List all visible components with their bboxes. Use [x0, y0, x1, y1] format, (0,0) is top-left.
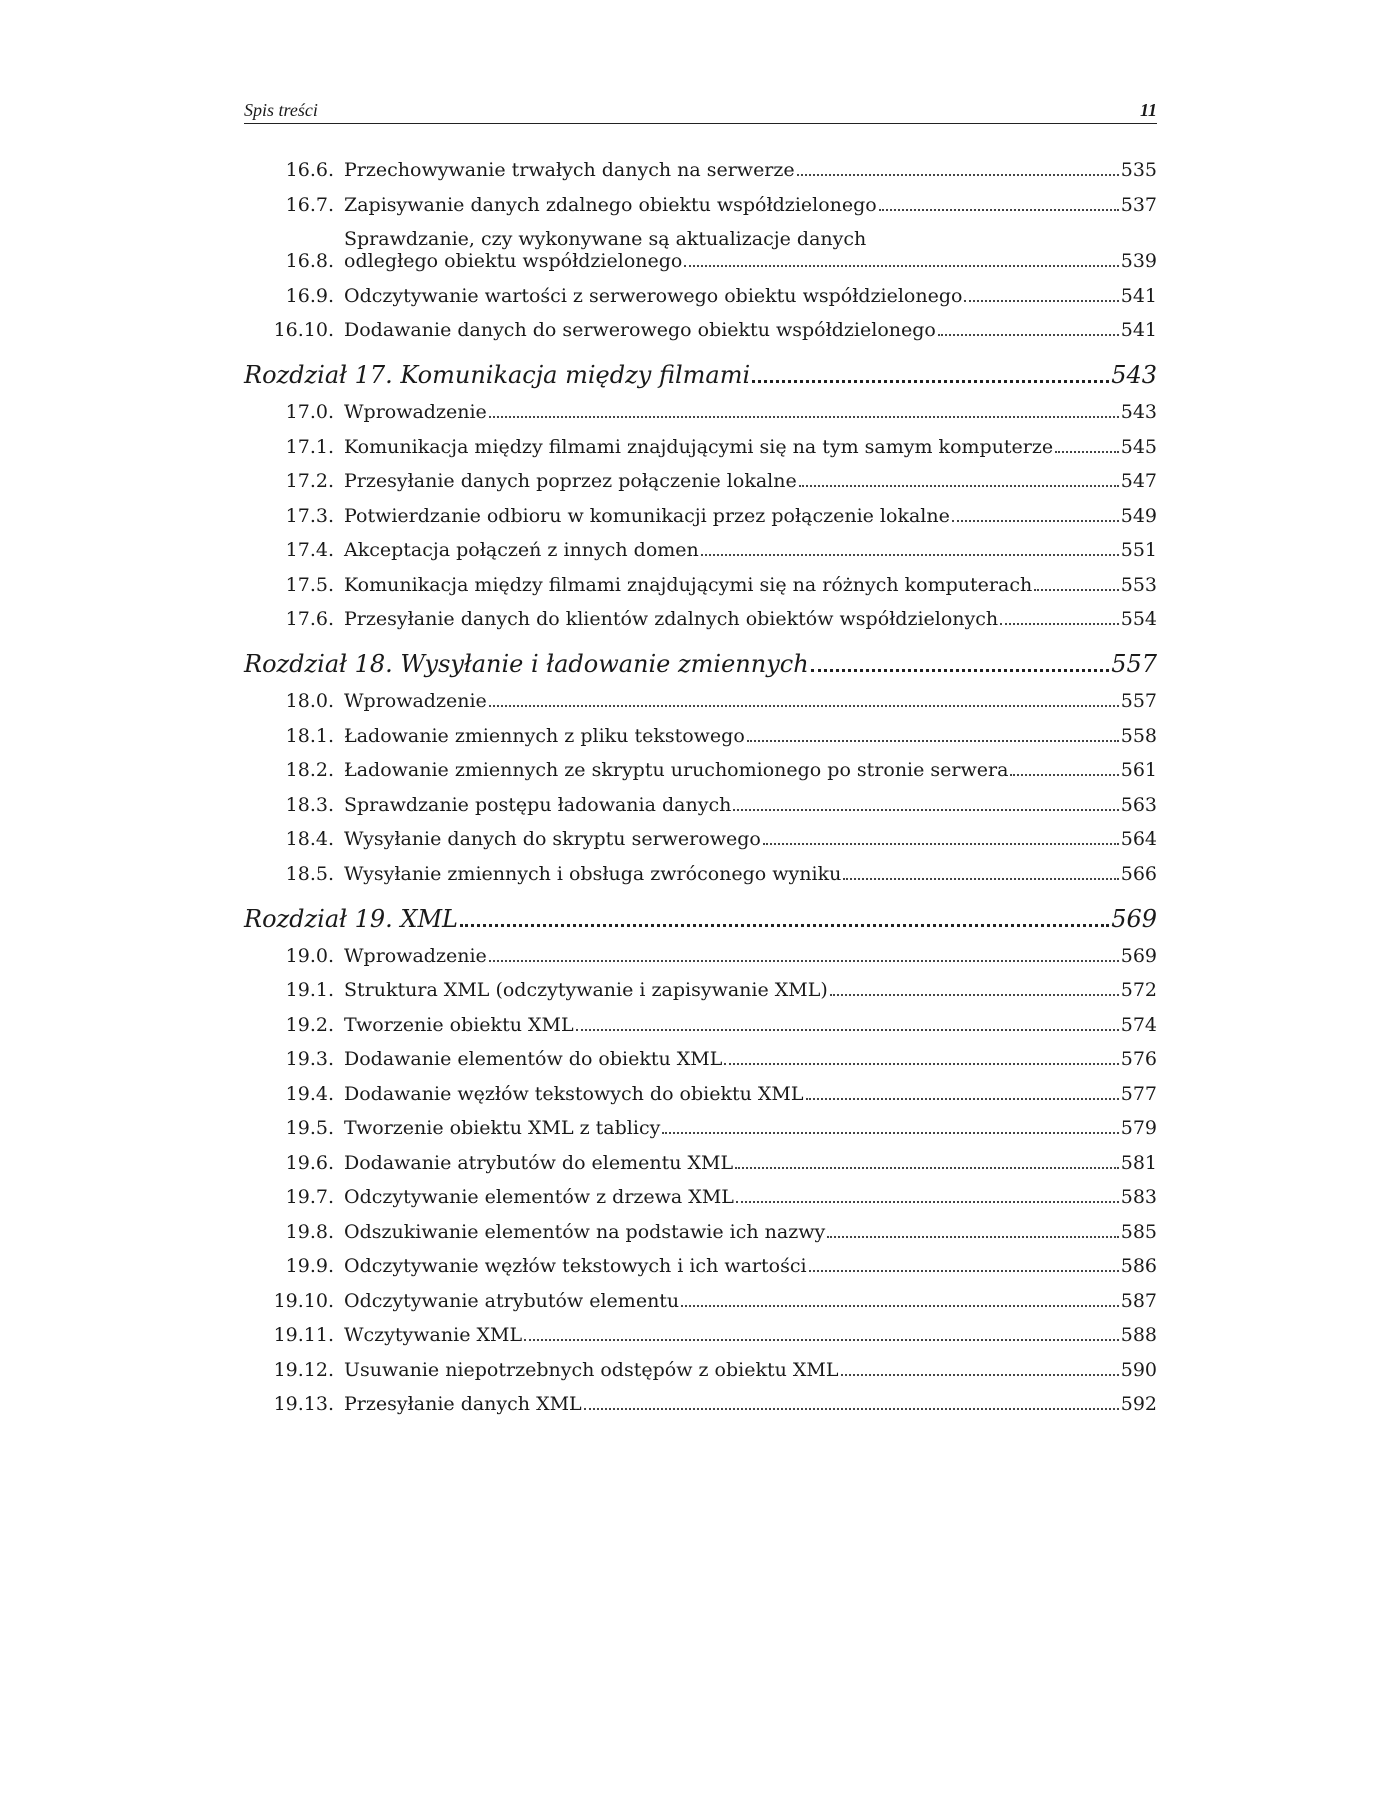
toc-entry: [244, 401, 1157, 423]
toc-entry-line: [344, 608, 1157, 630]
toc-entry-number: 18.1.: [285, 724, 334, 747]
toc-entry-page: 572: [1120, 979, 1157, 1001]
toc-entry-page: 566: [1120, 862, 1157, 885]
toc-entry-line: [344, 539, 1157, 561]
toc-entry-title: Sprawdzanie, czy wykonywane są aktualizacje danych: [344, 228, 867, 250]
dot-leader: [952, 520, 1119, 522]
toc-entry-page: 551: [1120, 539, 1157, 561]
toc-entry-number: 17.6.: [285, 608, 334, 630]
toc-entry-line: [344, 436, 1157, 458]
toc-entry-title: Tworzenie obiektu XML: [344, 1013, 574, 1036]
toc-entry-page: 585: [1120, 1220, 1157, 1243]
toc-entry-number: 19.12.: [273, 1358, 334, 1381]
toc-entry-line: [344, 1359, 1157, 1381]
toc-entry: [244, 979, 1157, 1001]
toc-entry: [244, 1359, 1157, 1381]
toc-entry: [244, 228, 1157, 272]
toc-entry-body: [344, 1393, 1157, 1415]
toc-entry-body: [344, 228, 1157, 272]
toc-entry-line: [344, 505, 1157, 527]
toc-entry-number: 16.10.: [273, 319, 334, 341]
dot-leader: [489, 960, 1119, 962]
toc-entry-title: Wprowadzenie: [344, 944, 487, 967]
toc-entry-page: 537: [1120, 193, 1157, 216]
toc-entry-line: [344, 1048, 1157, 1070]
dot-leader: [576, 1029, 1119, 1031]
toc-entry: [244, 505, 1157, 527]
dot-leader: [1034, 589, 1119, 591]
toc-entry: [244, 539, 1157, 561]
toc-entry: [244, 794, 1157, 816]
toc-entry-body: [344, 608, 1157, 630]
toc-entry-body: [344, 436, 1157, 458]
toc-entry-title: Wprowadzenie: [344, 401, 487, 423]
toc-entry-body: [344, 1048, 1157, 1070]
toc-entry: [244, 574, 1157, 596]
toc-entry-number: 19.1.: [285, 979, 334, 1001]
dot-leader: [584, 1408, 1119, 1410]
dot-leader: [811, 669, 1110, 672]
dot-leader: [733, 809, 1118, 811]
dot-leader: [524, 1339, 1119, 1341]
toc-entry-page: 543: [1111, 361, 1157, 389]
toc-entry-body: [344, 1221, 1157, 1243]
toc-entry-title: Sprawdzanie postępu ładowania danych: [344, 793, 732, 816]
toc-entry-line: [344, 574, 1157, 596]
header-title: Spis treści: [244, 100, 318, 120]
toc-entry-line: [344, 401, 1157, 423]
toc-entry-line: [244, 361, 1157, 389]
toc-entry: [244, 319, 1157, 341]
toc-entry-line: [344, 690, 1157, 712]
toc-entry-title: Dodawanie elementów do obiektu XML: [344, 1048, 723, 1070]
toc-entry-number: 19.2.: [285, 1013, 334, 1036]
toc-entry: [244, 1290, 1157, 1312]
toc-entry-line: [344, 759, 1157, 781]
toc-entry-number: 19.4.: [285, 1082, 334, 1105]
dot-leader: [1010, 774, 1118, 776]
toc-entry-number: 16.7.: [285, 193, 334, 216]
toc-entry-body: [344, 319, 1157, 341]
toc-entry-body: [344, 1117, 1157, 1139]
toc-entry-line: [344, 1117, 1157, 1139]
toc-entry-number: 18.4.: [285, 828, 334, 850]
dot-leader: [460, 924, 1109, 927]
toc-entry-body: [344, 794, 1157, 816]
toc-entry-number: 19.10.: [273, 1289, 334, 1312]
toc-entry: [244, 1186, 1157, 1208]
toc-entry-number: 17.4.: [285, 539, 334, 561]
dot-leader: [763, 843, 1119, 845]
dot-leader: [735, 1167, 1119, 1169]
toc-entry: [244, 1117, 1157, 1139]
toc-entry-page: 543: [1120, 401, 1157, 423]
toc-entry: [244, 759, 1157, 781]
toc-entry-page: 557: [1120, 690, 1157, 712]
dot-leader: [752, 380, 1109, 383]
toc-entry-number: 17.0.: [285, 401, 334, 423]
toc-entry-body: [344, 979, 1157, 1001]
toc-entry-title: Przesyłanie danych do klientów zdalnych obiektów współdzielonych: [344, 608, 999, 630]
toc-entry-page: 577: [1120, 1082, 1157, 1105]
toc-entry-line: [344, 794, 1157, 816]
toc-entry-title: Przesyłanie danych poprzez połączenie lokalne: [344, 470, 797, 492]
toc-entry-body: [344, 1083, 1157, 1105]
toc-entry: [244, 1221, 1157, 1243]
toc-entry-page: 561: [1120, 759, 1157, 781]
toc-entry-title: Komunikacja między filmami znajdującymi się na różnych komputerach: [344, 573, 1033, 596]
toc-entry-page: 541: [1120, 319, 1157, 341]
toc-entry-page: 557: [1111, 650, 1157, 678]
toc-entry-body: [344, 159, 1157, 181]
toc-entry-page: 581: [1120, 1151, 1157, 1174]
toc-entry-title-continued: odległego obiektu współdzielonego: [344, 250, 683, 272]
toc-entry-line: [344, 1255, 1157, 1277]
toc-entry: [244, 470, 1157, 492]
toc-entry-page: 574: [1120, 1013, 1157, 1036]
toc-entry-line: [344, 194, 1157, 216]
toc-entry-body: [344, 725, 1157, 747]
toc-entry-page: 547: [1120, 470, 1157, 492]
toc-entry-line: [244, 905, 1157, 933]
toc-entry-line: [344, 1221, 1157, 1243]
toc-entry-title: Usuwanie niepotrzebnych odstępów z obiektu XML: [344, 1358, 839, 1381]
toc-entry-number: 19.3.: [285, 1048, 334, 1070]
toc-entry-title: Struktura XML (odczytywanie i zapisywanie XML): [344, 979, 828, 1001]
toc-entry-line: [344, 250, 1157, 272]
toc-entry: [244, 1255, 1157, 1277]
toc-entry-body: [244, 650, 1157, 678]
toc-entry-number: 19.9.: [285, 1255, 334, 1277]
toc-entry-title: Przechowywanie trwałych danych na serwerze: [344, 159, 795, 181]
toc-entry: [244, 945, 1157, 967]
toc-entry-body: [344, 574, 1157, 596]
dot-leader: [809, 1270, 1119, 1272]
toc-entry-title: Wysyłanie danych do skryptu serwerowego: [344, 828, 761, 850]
toc-entry-page: 553: [1120, 573, 1157, 596]
toc-entry-line: [344, 1393, 1157, 1415]
toc-entry-line: [344, 1083, 1157, 1105]
toc-entry-body: [344, 401, 1157, 423]
toc-entry-page: 586: [1120, 1255, 1157, 1277]
toc-entry-page: 563: [1120, 793, 1157, 816]
dot-leader: [489, 416, 1119, 418]
toc-entry-line: [344, 979, 1157, 1001]
toc-entry-body: [344, 470, 1157, 492]
toc-entry: [244, 863, 1157, 885]
toc-entry-body: [344, 1255, 1157, 1277]
toc-entry-title: Przesyłanie danych XML: [344, 1393, 582, 1415]
toc-entry-body: [344, 1186, 1157, 1208]
dot-leader: [827, 1236, 1119, 1238]
dot-leader: [797, 174, 1119, 176]
toc-entry-title: Rozdział 17. Komunikacja między filmami: [244, 361, 751, 389]
toc-entry-page: 554: [1120, 608, 1157, 630]
toc-entry-title: Odszukiwanie elementów na podstawie ich nazwy: [344, 1220, 826, 1243]
toc-chapter: [244, 361, 1157, 389]
toc-entry: [244, 285, 1157, 307]
toc-chapter: [244, 905, 1157, 933]
toc-entry-number: 19.5.: [285, 1117, 334, 1139]
dot-leader: [684, 265, 1118, 267]
toc-entry-title: Zapisywanie danych zdalnego obiektu współdzielonego: [344, 193, 877, 216]
toc-entry-number: 18.0.: [285, 690, 334, 712]
toc-entry-title: Dodawanie atrybutów do elementu XML: [344, 1151, 734, 1174]
toc-entry-number: 17.5.: [285, 573, 334, 596]
toc-entry-title: Odczytywanie atrybutów elementu: [344, 1289, 680, 1312]
toc-entry-page: 549: [1120, 504, 1157, 527]
toc-entry: [244, 1083, 1157, 1105]
dot-leader: [830, 994, 1119, 996]
toc-entry-body: [244, 905, 1157, 933]
toc-entry-line: [344, 470, 1157, 492]
toc-entry-page: 576: [1120, 1048, 1157, 1070]
toc-entry: [244, 1393, 1157, 1415]
toc-entry-title: Ładowanie zmiennych ze skryptu uruchomionego po stronie serwera: [344, 759, 1009, 781]
toc-entry-number: 18.2.: [285, 759, 334, 781]
toc-entry-title: Wczytywanie XML: [344, 1324, 523, 1346]
toc-entry-title: Rozdział 18. Wysyłanie i ładowanie zmiennych: [244, 650, 809, 678]
toc-entry-number: 18.5.: [285, 862, 334, 885]
toc-entry-number: 19.8.: [285, 1220, 334, 1243]
toc-entry-body: [344, 194, 1157, 216]
toc-entry: [244, 1324, 1157, 1346]
dot-leader: [747, 740, 1119, 742]
dot-leader: [879, 209, 1119, 211]
toc-entry-number: 19.11.: [273, 1324, 334, 1346]
toc-entry-number: 16.6.: [285, 159, 334, 181]
toc-entry-title: Rozdział 19. XML: [244, 904, 458, 933]
toc-entry-line: [344, 159, 1157, 181]
toc-entry-line: [344, 945, 1157, 967]
dot-leader: [724, 1063, 1118, 1065]
toc-entry-body: [344, 828, 1157, 850]
toc-chapter: [244, 650, 1157, 678]
dot-leader: [843, 878, 1118, 880]
toc-entry-title: Odczytywanie elementów z drzewa XML: [344, 1186, 734, 1208]
toc-entry-number: 19.7.: [285, 1186, 334, 1208]
toc-entry: [244, 725, 1157, 747]
toc-entry-page: 545: [1120, 435, 1157, 458]
toc-entry-number: 19.13.: [273, 1393, 334, 1415]
toc-entry-body: [344, 1324, 1157, 1346]
toc-entry-body: [344, 690, 1157, 712]
dot-leader: [964, 300, 1118, 302]
toc-entry-number: 19.6.: [285, 1151, 334, 1174]
dot-leader: [806, 1098, 1119, 1100]
toc-entry-page: 541: [1120, 284, 1157, 307]
toc-entry-body: [344, 1359, 1157, 1381]
dot-leader: [841, 1374, 1119, 1376]
toc-entry-line: [344, 725, 1157, 747]
dot-leader: [681, 1305, 1119, 1307]
dot-leader: [701, 554, 1119, 556]
toc-entry-page: 558: [1120, 724, 1157, 747]
toc-entry-title: Komunikacja między filmami znajdującymi się na tym samym komputerze: [344, 435, 1054, 458]
toc-entry-page: 592: [1120, 1393, 1157, 1415]
toc-entry-line: [244, 650, 1157, 678]
toc-entry-line: [344, 1290, 1157, 1312]
toc-entry-title: Wprowadzenie: [344, 690, 487, 712]
toc-entry-title: Akceptacja połączeń z innych domen: [344, 539, 699, 561]
toc-entry-title: Odczytywanie węzłów tekstowych i ich wartości: [344, 1255, 807, 1277]
toc-entry-page: 583: [1120, 1186, 1157, 1208]
toc-entry-line: [344, 1324, 1157, 1346]
toc-entry-line: [344, 1186, 1157, 1208]
toc-entry-body: [344, 539, 1157, 561]
toc-entry-number: 16.9.: [285, 284, 334, 307]
toc-entry: [244, 1048, 1157, 1070]
toc-entry: [244, 159, 1157, 181]
toc-entry-title: Odczytywanie wartości z serwerowego obiektu współdzielonego: [344, 284, 963, 307]
toc-entry-page: 539: [1120, 250, 1157, 272]
toc-entry: [244, 608, 1157, 630]
toc-entry-number: 17.1.: [285, 435, 334, 458]
dot-leader: [662, 1132, 1118, 1134]
toc-entry-page: 587: [1120, 1289, 1157, 1312]
toc-entry: [244, 194, 1157, 216]
toc-entry: [244, 828, 1157, 850]
dot-leader: [489, 705, 1119, 707]
toc-entry-line: [344, 1014, 1157, 1036]
toc-entry: [244, 436, 1157, 458]
toc-entry-line: [344, 1152, 1157, 1174]
toc-entry-title: Dodawanie węzłów tekstowych do obiektu XML: [344, 1082, 804, 1105]
toc-entry-body: [344, 1152, 1157, 1174]
toc-entry-body: [244, 361, 1157, 389]
toc-entry-page: 590: [1120, 1358, 1157, 1381]
toc-entry-page: 535: [1120, 159, 1157, 181]
toc-entry-body: [344, 285, 1157, 307]
toc-entry-title: Potwierdzanie odbioru w komunikacji przez połączenie lokalne: [344, 504, 950, 527]
toc-entry-page: 569: [1120, 944, 1157, 967]
dot-leader: [1000, 623, 1119, 625]
dot-leader: [938, 334, 1119, 336]
toc-entry-title: Wysyłanie zmiennych i obsługa zwróconego wyniku: [344, 862, 842, 885]
toc-entry-page: 564: [1120, 828, 1157, 850]
toc-entry: [244, 1152, 1157, 1174]
running-header: [244, 100, 1157, 124]
toc-entry: [244, 1014, 1157, 1036]
toc-entry-title: Ładowanie zmiennych z pliku tekstowego: [344, 724, 745, 747]
toc-entry-body: [344, 1014, 1157, 1036]
toc-entry-line: [344, 319, 1157, 341]
table-of-contents: [244, 159, 1157, 1428]
toc-entry: [244, 690, 1157, 712]
header-page-number: 11: [1139, 100, 1157, 120]
toc-entry-body: [344, 863, 1157, 885]
toc-entry-body: [344, 505, 1157, 527]
toc-entry-line: [344, 285, 1157, 307]
toc-entry-line: [344, 863, 1157, 885]
toc-entry-title: Dodawanie danych do serwerowego obiektu współdzielonego: [344, 319, 936, 341]
toc-entry-number: 17.2.: [285, 470, 334, 492]
toc-entry-body: [344, 759, 1157, 781]
toc-entry-number: 18.3.: [285, 793, 334, 816]
toc-entry-number: 17.3.: [285, 504, 334, 527]
toc-entry-number: 19.0.: [285, 944, 334, 967]
toc-entry-body: [344, 1290, 1157, 1312]
toc-entry-number: 16.8.: [285, 250, 334, 272]
toc-entry-page: 569: [1111, 904, 1157, 933]
toc-entry-page: 588: [1120, 1324, 1157, 1346]
dot-leader: [736, 1201, 1119, 1203]
toc-entry-page: 579: [1120, 1117, 1157, 1139]
toc-entry-line: [344, 828, 1157, 850]
toc-entry-body: [344, 945, 1157, 967]
dot-leader: [799, 485, 1119, 487]
toc-entry-title: Tworzenie obiektu XML z tablicy: [344, 1117, 661, 1139]
dot-leader: [1055, 451, 1119, 453]
